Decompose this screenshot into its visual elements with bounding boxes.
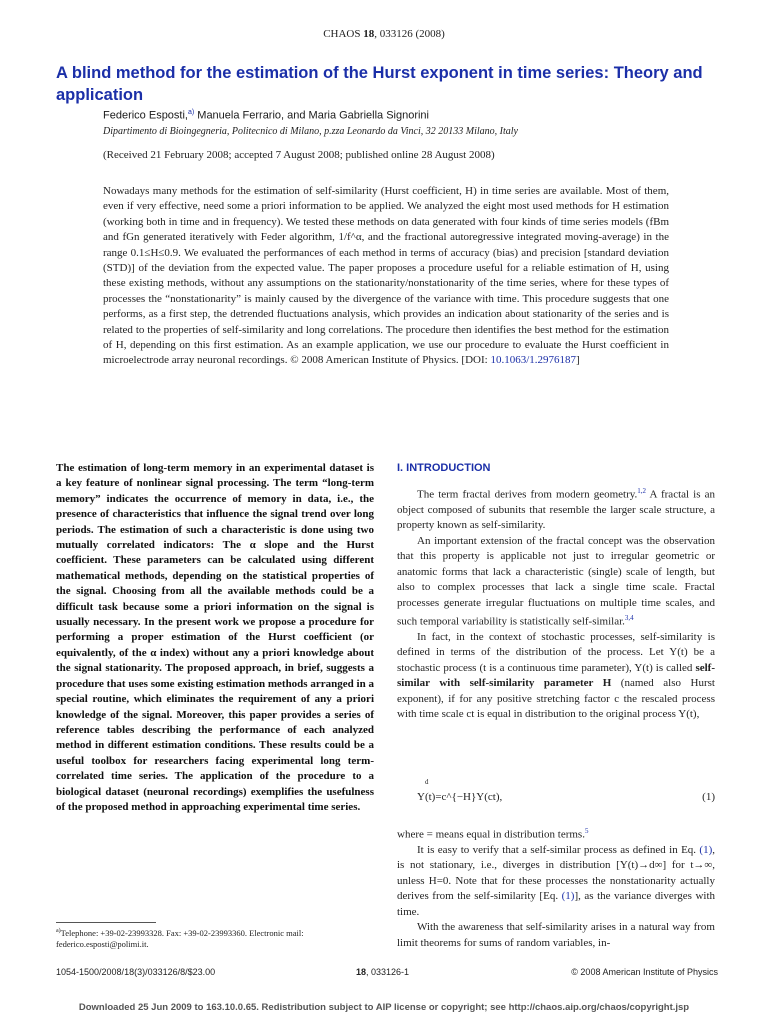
intro-text: ], as the variance diverges with time.	[397, 890, 715, 918]
footer-page	[356, 967, 409, 977]
defined-term: self-similar with self-similarity parameter H	[397, 661, 715, 690]
first-author: Federico Esposti,	[103, 109, 188, 122]
intro-text: An important extension of the fractal concept was the observation that this property is applicable not just to irregular geometric or anatomic forms that lack a characteristic (single) scale of length, but also to complex processes that lack a single time scale. Fractal processes generate irregular fluctuations on multiple time scales, and such temporal variability is statistically self-similar.	[397, 534, 715, 628]
intro-text: , is not stationary, i.e., diverges in distribution [Y(t)→d∞] for t→∞, unless H=0. Note that for these processes the nonstationarity actually derives from the self-similarity [Eq.	[397, 844, 715, 903]
equation-ref[interactable]: (1)	[561, 890, 575, 903]
paper-title: A blind method for the estimation of the Hurst exponent in time series: Theory and application	[56, 64, 703, 104]
footer-copyright: © 2008 American Institute of Physics	[571, 967, 718, 977]
equation-over-mark: d	[425, 778, 429, 786]
journal-volume: 18	[363, 28, 375, 40]
lead-paragraph: The estimation of long-term memory in an experimental dataset is a key feature of nonlinear signal processing. The term “long-term memory” indicates the occurrence of memory in data, i.e., the presence of characteristics that influence the signal trend over long periods. The estimation of such a characteristic is done using two mutually correlated indicators: The α slope and the Hurst coefficient. These parameters can be calculated using different mathematical methods, depending on the statistical properties of the signal. Choosing from all the available methods could be a difficult task because some a priori information on the signal is usually necessary. In the present work we propose a procedure for performing a proper estimation of the Hurst coefficient (or equivalently, of the α index) without any a priori knowledge about the signal stationarity. The proposed approach, in brief, suggests a procedure that uses some existing estimation methods arranged in a special routine, which eliminates the requirement of any a priori knowledge of the signal. Moreover, this paper provides a series of reference tables describing the performance of each analyzed method in different estimation conditions. These results could be a useful toolbox for researchers facing experimental long term-correlated time series. The application of the procedure to a biological dataset (neuronal recordings) exemplifies the usefulness of the proposed method in approaching experimental time series.	[56, 462, 374, 813]
journal-name: CHAOS	[323, 28, 361, 40]
footer-volume: 18	[356, 967, 367, 977]
intro-paragraph	[397, 824, 715, 843]
equation-ref[interactable]: (1)	[699, 844, 713, 857]
footnote-divider	[56, 922, 156, 923]
author-list	[103, 109, 723, 122]
citation-ref[interactable]: 1,2	[637, 487, 647, 495]
equation-1	[397, 778, 715, 808]
doi-suffix: ]	[576, 354, 580, 367]
intro-text: In fact, in the context of stochastic processes, self-similarity is defined in terms of the distribution of the process. Let Y(t) be a stochastic process (t is a continuous time parameter), Y(t) is called	[397, 630, 715, 674]
intro-text: The term fractal derives from modern geometry.	[417, 488, 638, 501]
journal-article: , 033126 (2008)	[374, 28, 445, 40]
doi-prefix: [DOI:	[458, 354, 491, 367]
download-notice: Downloaded 25 Jun 2009 to 163.10.0.65. Redistribution subject to AIP license or copyright; see http://chaos.aip.org/chaos/copyright.jsp	[78, 1002, 690, 1013]
footnote-mark: a)	[56, 928, 61, 934]
footer-page-number: , 033126-1	[366, 967, 410, 977]
citation-ref[interactable]: 5	[584, 827, 589, 835]
received-dates: (Received 21 February 2008; accepted 7 August 2008; published online 28 August 2008)	[103, 149, 495, 161]
intro-paragraph: With the awareness that self-similarity arises in a natural way from limit theorems for sums of random variables, in-	[397, 921, 715, 949]
introduction-text	[397, 484, 715, 722]
footer-issn: 1054-1500/2008/18(3)/033126/8/$23.00	[56, 967, 216, 977]
affiliation: Dipartimento di Bioingegneria, Politecnico di Milano, p.zza Leonardo da Vinci, 32 20133 Milano, Italy	[103, 126, 518, 137]
footnote-text: Telephone: +39-02-23993328. Fax: +39-02-23993360. Electronic mail: federico.esposti@polimi.it.	[56, 927, 304, 949]
intro-paragraph	[397, 843, 715, 920]
other-authors: Manuela Ferrario, and Maria Gabriella Signorini	[194, 109, 429, 122]
author-footnote	[56, 926, 374, 950]
intro-text: A fractal is an object composed of subunits that resemble the larger scale structure, a property known as self-similarity.	[397, 488, 715, 532]
doi-link[interactable]: 10.1063/1.2976187	[490, 354, 577, 367]
intro-paragraph	[397, 534, 715, 630]
citation-ref[interactable]: 3,4	[624, 613, 634, 622]
introduction-text-continued	[397, 824, 715, 951]
intro-text: (named also Hurst exponent), if for any positive stretching factor c the rescaled process with time scale ct is equal in distribution to the original process Y(t),	[397, 677, 715, 720]
intro-paragraph	[397, 630, 715, 722]
equation-body: Y(t)=c^{−H}Y(ct),	[417, 791, 503, 803]
intro-text: where = means equal in distribution terms.	[397, 828, 585, 841]
intro-paragraph	[397, 484, 715, 534]
abstract-body: Nowadays many methods for the estimation of self-similarity (Hurst coefficient, H) in time series are available. Most of them, even if very effective, need some a priori information to be applied. We analyzed the eight most used methods for H estimation (working both in time and in frequency). We tested these methods on data generated with four kinds of time series models (fBm and fGn generated iteratively with Feder algorithm, 1/f^α, and the fractional autoregressive integrated moving-average) in the range 0.1≤H≤0.9. We evaluated the performances of each method in terms of accuracy (bias) and precision [standard deviation (STD)] of the deviation from the expected value. The paper proposes a procedure useful for a reliable estimation of H, using these existing methods, without any assumptions on the stationarity/nonstationarity of the time series, where for these types of processes the “nonstationarity” is mainly caused by the divergence of the variance with time. This procedure suggests that one performs, as a first step, the detrended fluctuations analysis, which provides an indication about stationarity of the series and is related to the properties of self-similarity and long correlations. The procedure then identifies the best method for the estimation of H, depending on this first estimation. As an example application, we use our procedure to evaluate the Hurst coefficient in microelectrode array neuronal recordings. © 2008 American Institute of Physics.	[103, 185, 669, 367]
section-heading-introduction: I. INTRODUCTION	[397, 462, 491, 474]
abstract	[103, 184, 669, 369]
intro-text: It is easy to verify that a self-similar process as defined in Eq.	[417, 844, 700, 857]
journal-header	[0, 28, 768, 40]
author-footnote-mark[interactable]: a)	[187, 109, 195, 116]
page-footer	[56, 967, 718, 981]
equation-number: (1)	[702, 791, 715, 803]
